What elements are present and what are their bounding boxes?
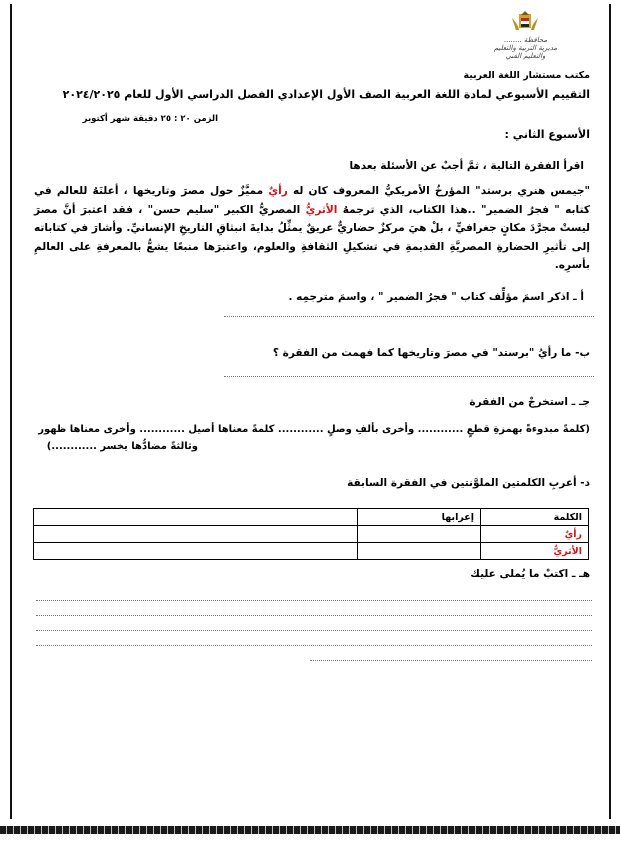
answer-line-b[interactable] [224, 376, 594, 377]
highlighted-word-1: رأيٌ [268, 185, 288, 197]
header-irab: إعرابها [358, 509, 481, 526]
dictation-line-3[interactable] [36, 630, 592, 631]
question-c: جـ ـ استخرجْ من الفقرة [469, 396, 590, 408]
table-irab-cell[interactable] [358, 543, 481, 560]
highlighted-word-2: الأثريُّ [305, 203, 338, 216]
question-d: د- أعربِ الكلمتين الملوَّنتين في الفقرة السابقة [347, 477, 590, 489]
question-b: ب- ما رأيُ "برستد" في مصرَ وتاريخها كما فهمت من الفقرة ؟ [272, 347, 590, 359]
table-word: الأثريُّ [481, 543, 589, 560]
passage-part-2: مميَّزٌ حول مصرَ وتاريخها ، أعلنَهُ للعالم في كتابه " فجرُ الضمير" ..هذا الكتاب، الذي ترجمهُ [34, 185, 590, 216]
dictation-line-5[interactable] [310, 660, 592, 661]
table-row [34, 526, 589, 543]
dictation-line-4[interactable] [36, 645, 592, 646]
table-header-row [34, 509, 589, 526]
irab-table [33, 508, 589, 560]
dictation-line-1[interactable] [36, 600, 592, 601]
logo-caption: محافظة ........ مديرية التربية والتعليم والتعليم الفني [493, 36, 558, 60]
passage-part-1: "جيمس هنري برستد" المؤرخُ الأمريكيُّ المعروف كان له [287, 185, 590, 197]
page-title: التقييم الأسبوعي لمادة اللغة العربية الصف الأول الإعدادي الفصل الدراسي الأول للعام ٢٠٢٤/٢٠٢٥ [62, 88, 590, 101]
dictation-line-2[interactable] [36, 615, 592, 616]
question-e: هـ ـ اكتبْ ما يُملى عليك [470, 568, 590, 580]
answer-line-a[interactable] [224, 316, 594, 317]
time-info: الزمن ٢٠ : ٢٥ دقيقة شهر أكتوبر [82, 114, 218, 124]
passage-part-3: المصريُّ الكبير "سليم حسن" ، فقد اعتبرَ أنَّ مصرَ ليستْ مجرَّدَ مكانٍ جغرافيٍّ ، بلْ هيَ مركزٌ حضاريٌّ عريقٌ يمثِّلُ بدايةَ انبثاقِ التاريخِ الإنسانيِّ. وأشارَ في كتاباته إلى تأثيرِ الحضارةِ المصريَّةِ القديمةِ في تشكيلِ الثقافةِ والعلوم، واعتبرَها منبعًا يشعُّ بالمعرفةِ على العالمِ بأسرِه. [34, 203, 590, 271]
office-name: مكتب مستشار اللغة العربية [463, 70, 590, 81]
question-c-line-1: (كلمةً مبدوءةً بهمزةِ قطعٍ ............ وأخرى بألفِ وصلٍ ............ كلمةً معناها أصيل ............ وأخرى معناها ظهور [38, 424, 590, 435]
table-irab-cell[interactable] [358, 526, 481, 543]
page-frame [10, 4, 611, 819]
table-row [34, 543, 589, 560]
page-bottom-border [0, 826, 620, 834]
table-blank-cell [34, 526, 358, 543]
header-word: الكلمة [481, 509, 589, 526]
header-blank [34, 509, 358, 526]
week-label: الأسبوع الثاني : [504, 128, 590, 141]
table-blank-cell [34, 543, 358, 560]
table-word: رأيٌ [481, 526, 589, 543]
question-a: أ ـ اذكر اسمَ مؤلِّف كتاب " فجرُ الضمير " ، واسمَ مترجمِه . [288, 291, 584, 303]
reading-passage [34, 182, 590, 275]
question-c-line-2: وثالثةً مضادُّها يخسر ............) [46, 441, 198, 452]
instruction: اقرأ الفقرة التالية ، ثمَّ أجبْ عن الأسئلة بعدها [349, 160, 584, 172]
